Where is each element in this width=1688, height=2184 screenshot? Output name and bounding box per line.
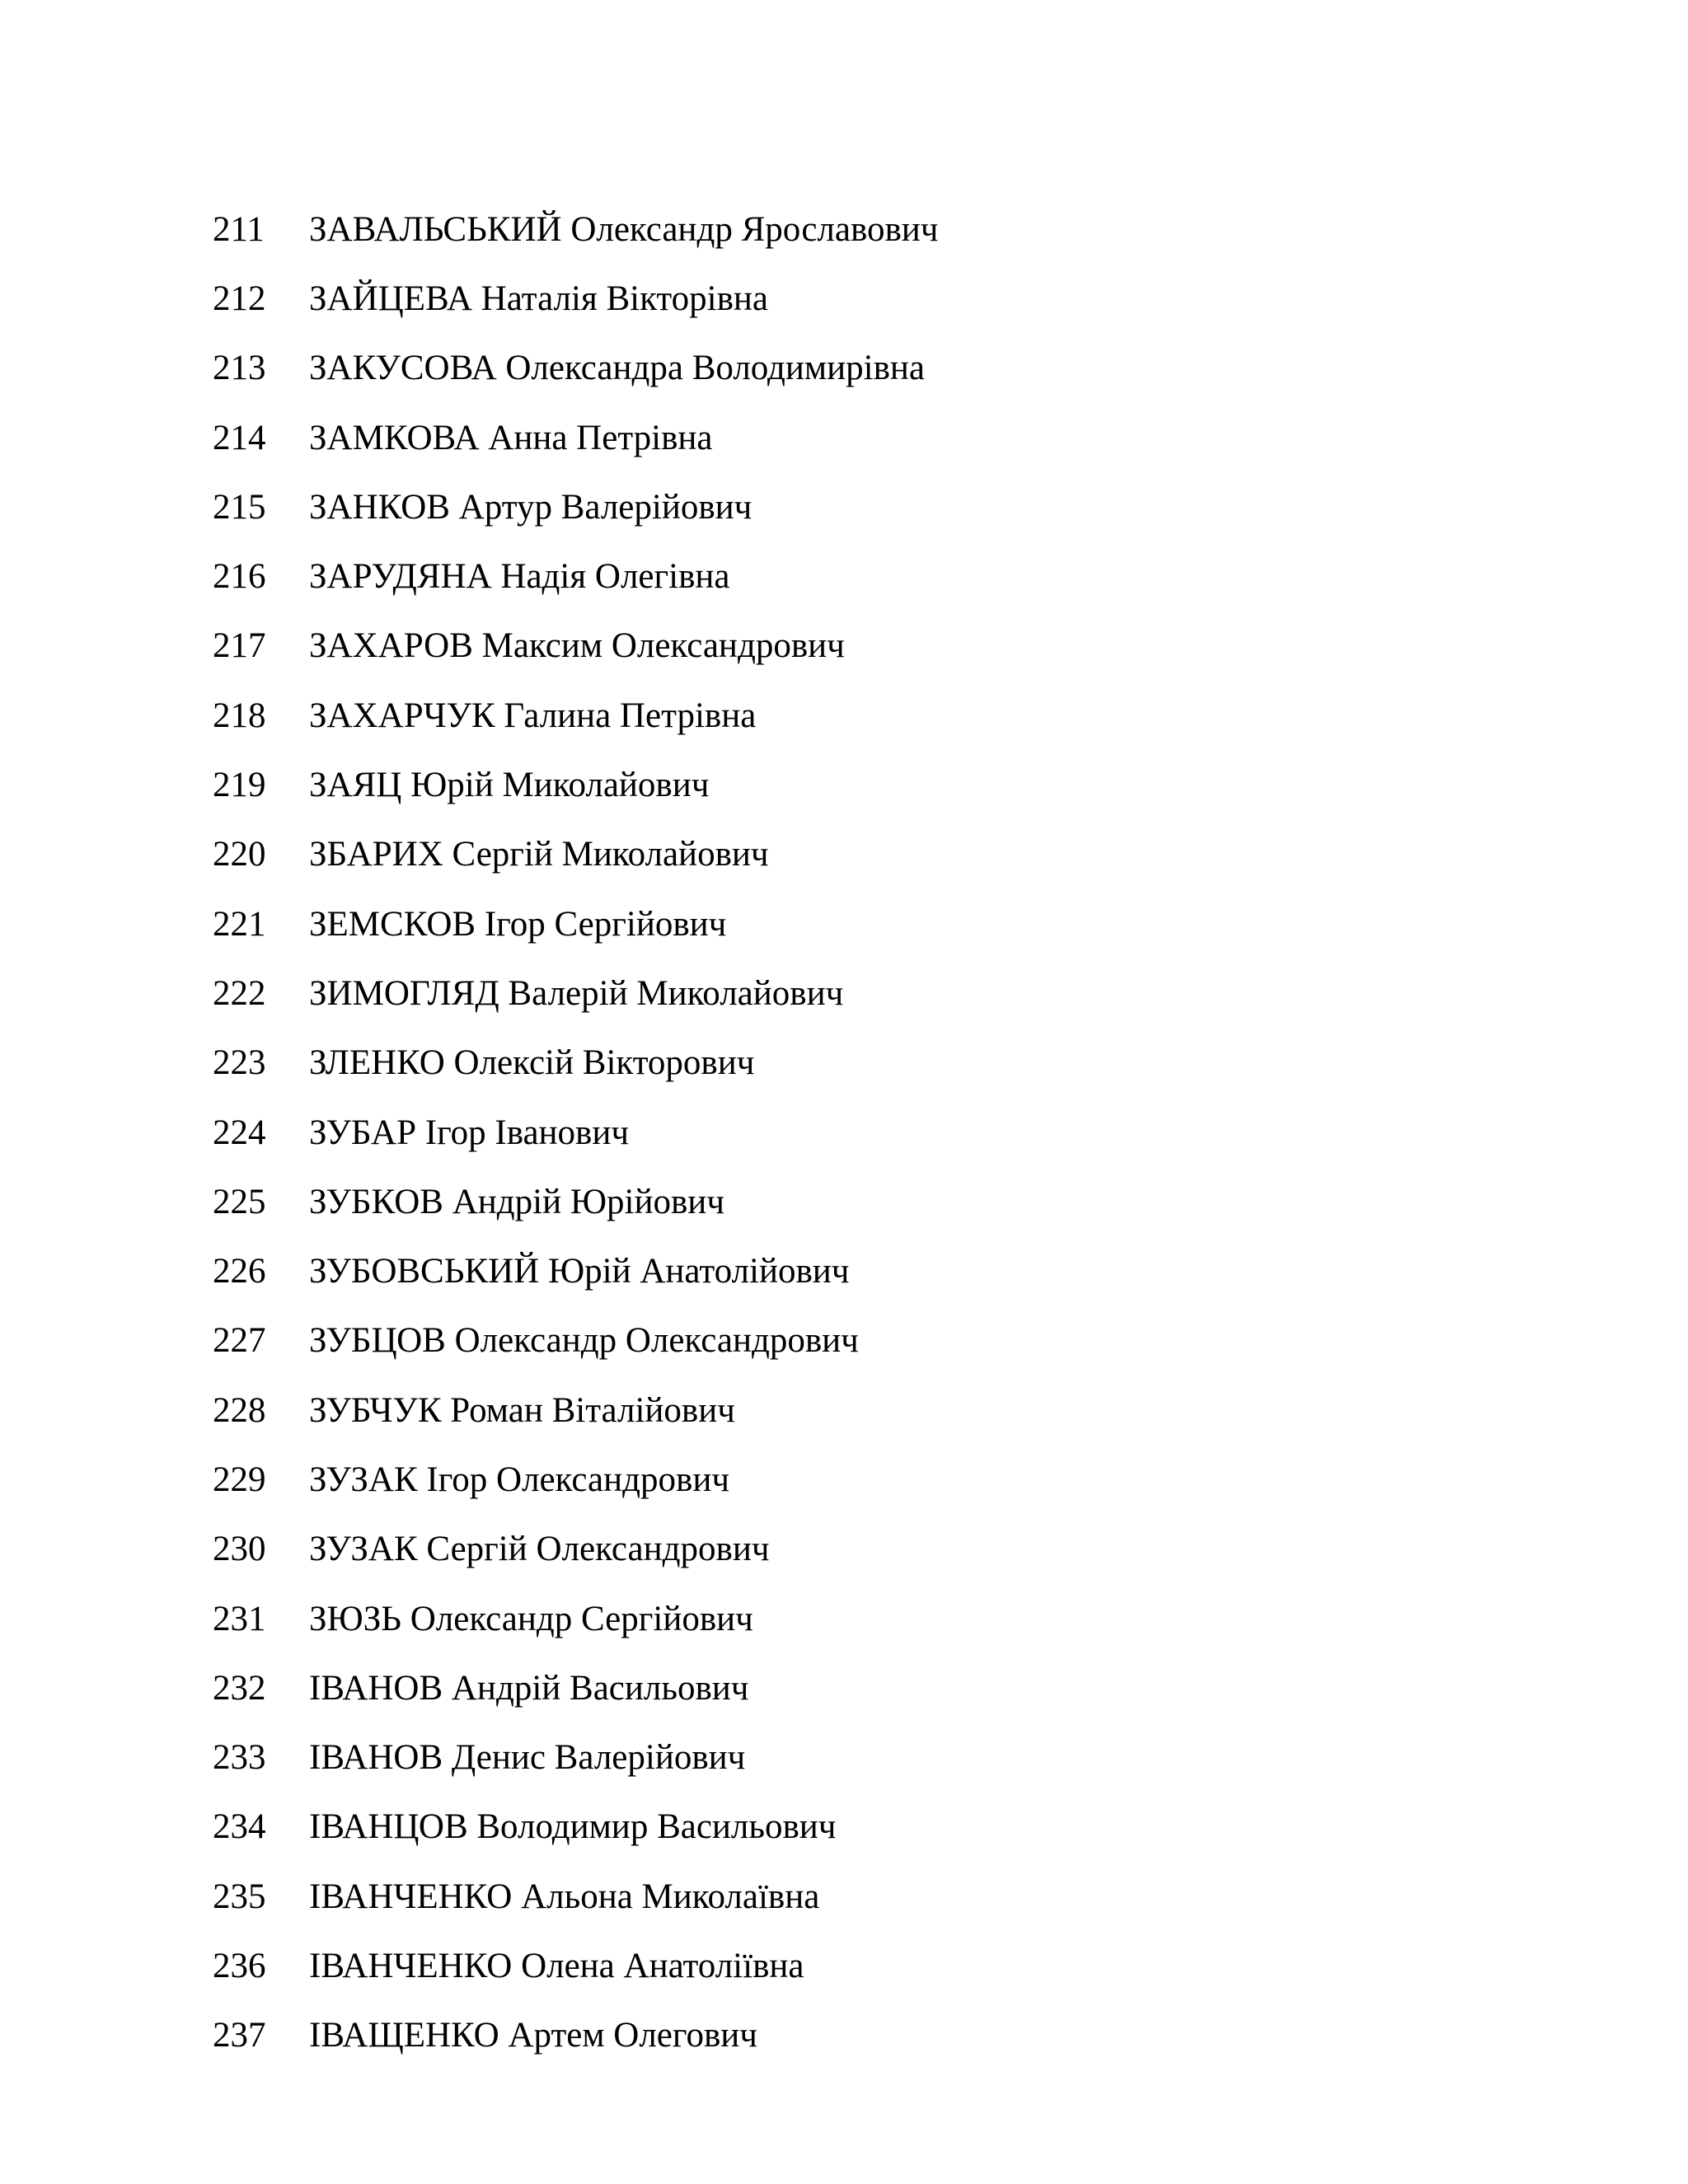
entry-name: ЗУБАР Ігор Іванович (309, 1113, 629, 1152)
list-item (213, 1098, 938, 1167)
entry-name: ЗАЙЦЕВА Наталія Вікторівна (309, 279, 769, 318)
entry-name: ЗАКУСОВА Олександра Володимирівна (309, 349, 925, 388)
entry-number: 232 (213, 1668, 266, 1708)
list-item (213, 1931, 938, 2000)
entry-number: 236 (213, 1947, 266, 1986)
list-item (213, 403, 938, 472)
list-item (213, 264, 938, 333)
entry-number: 231 (213, 1599, 266, 1638)
entry-name: ЗУБОВСЬКИЙ Юрій Анатолійович (309, 1252, 850, 1291)
entry-name: ІВАНОВ Денис Валерійович (309, 1738, 746, 1778)
entry-number: 218 (213, 696, 266, 735)
entry-number: 216 (213, 557, 266, 597)
entry-name: ІВАНОВ Андрій Васильович (309, 1668, 749, 1708)
entry-number: 212 (213, 279, 266, 318)
entry-number: 222 (213, 973, 266, 1013)
entry-number: 211 (213, 209, 265, 249)
entry-number: 213 (213, 349, 266, 388)
entry-number: 227 (213, 1321, 266, 1361)
entry-number: 220 (213, 835, 266, 874)
entry-number: 234 (213, 1807, 266, 1847)
entry-name: ЗБАРИХ Сергій Миколайович (309, 835, 769, 874)
entry-name: ЗАРУДЯНА Надія Олегівна (309, 557, 730, 597)
entry-name: ЗАХАРОВ Максим Олександрович (309, 626, 845, 666)
entry-name: ЗУБЦОВ Олександр Олександрович (309, 1321, 859, 1361)
list-item (213, 612, 938, 681)
entry-name: ЗУЗАК Ігор Олександрович (309, 1460, 729, 1499)
list-item (213, 1376, 938, 1445)
entry-name: ЗАХАРЧУК Галина Петрівна (309, 696, 757, 735)
list-item (213, 1236, 938, 1305)
entry-name: ІВАНЧЕНКО Олена Анатоліївна (309, 1947, 804, 1986)
entry-name: ЗЛЕНКО Олексій Вікторович (309, 1043, 755, 1083)
list-item (213, 1029, 938, 1098)
entry-number: 230 (213, 1530, 266, 1569)
list-item (213, 194, 938, 264)
list-item (213, 1445, 938, 1514)
list-item (213, 472, 938, 541)
list-item (213, 1862, 938, 1931)
entry-number: 214 (213, 418, 266, 457)
entry-number: 215 (213, 487, 266, 527)
entry-name: ІВАНЦОВ Володимир Васильович (309, 1807, 837, 1847)
entry-name: ІВАНЧЕНКО Альона Миколаївна (309, 1877, 820, 1916)
entry-name: ЗАНКОВ Артур Валерійович (309, 487, 753, 527)
list-item (213, 334, 938, 403)
list-item (213, 1167, 938, 1236)
entry-name: ЗУБКОВ Андрій Юрійович (309, 1182, 724, 1221)
name-list (213, 194, 938, 2070)
list-item (213, 2001, 938, 2070)
entry-number: 223 (213, 1043, 266, 1083)
entry-number: 224 (213, 1113, 266, 1152)
list-item (213, 681, 938, 750)
entry-name: ЗУБЧУК Роман Віталійович (309, 1390, 735, 1430)
entry-number: 228 (213, 1390, 266, 1430)
list-item (213, 541, 938, 611)
entry-name: ЗЕМСКОВ Ігор Сергійович (309, 904, 727, 944)
entry-name: ІВАЩЕНКО Артем Олегович (309, 2016, 757, 2055)
entry-name: ЗЮЗЬ Олександр Сергійович (309, 1599, 753, 1638)
list-item (213, 750, 938, 819)
entry-number: 233 (213, 1738, 266, 1778)
entry-number: 226 (213, 1252, 266, 1291)
entry-number: 219 (213, 766, 266, 805)
entry-name: ЗАМКОВА Анна Петрівна (309, 418, 713, 457)
entry-name: ЗУЗАК Сергій Олександрович (309, 1530, 770, 1569)
list-item (213, 1306, 938, 1376)
list-item (213, 1584, 938, 1653)
list-item (213, 1793, 938, 1862)
entry-number: 221 (213, 904, 266, 944)
entry-number: 229 (213, 1460, 266, 1499)
list-item (213, 1515, 938, 1584)
list-item (213, 889, 938, 958)
entry-number: 217 (213, 626, 266, 666)
entry-number: 235 (213, 1877, 266, 1916)
entry-name: ЗАВАЛЬСЬКИЙ Олександр Ярославович (309, 209, 939, 249)
list-item (213, 1653, 938, 1722)
entry-name: ЗИМОГЛЯД Валерій Миколайович (309, 973, 844, 1013)
entry-number: 237 (213, 2016, 266, 2055)
entry-number: 225 (213, 1182, 266, 1221)
list-item (213, 958, 938, 1028)
entry-name: ЗАЯЦ Юрій Миколайович (309, 766, 710, 805)
list-item (213, 820, 938, 889)
list-item (213, 1723, 938, 1793)
